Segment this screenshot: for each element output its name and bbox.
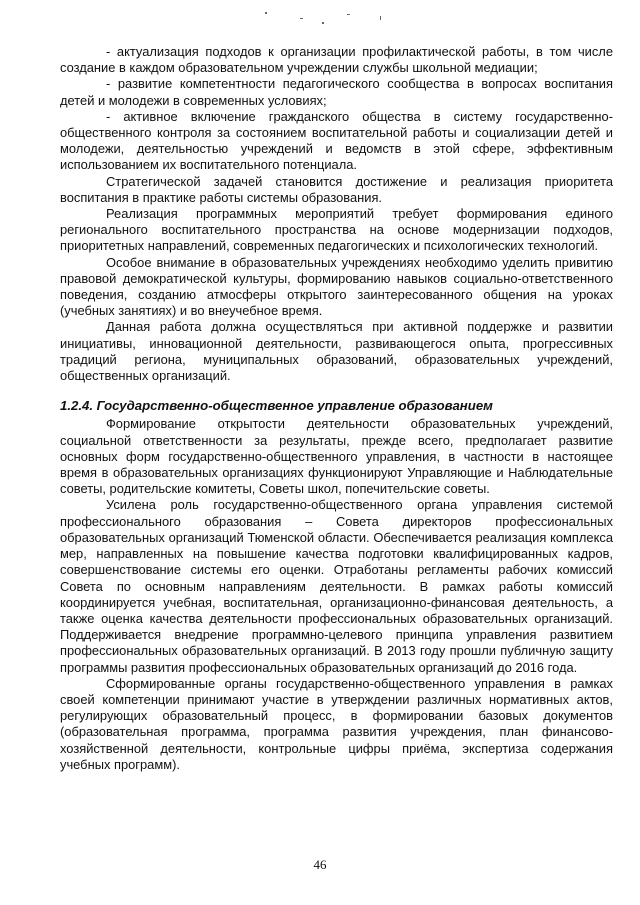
section-heading: 1.2.4. Государственно-общественное управление образованием — [60, 398, 493, 414]
scan-speck — [322, 22, 324, 24]
paragraph: - актуализация подходов к организации профилактической работы, в том числе создание в каждом образовательном учреждении службы школьной медиации; — [60, 44, 613, 76]
paragraph: Сформированные органы государственно-общественного управления в рамках своей компетенции принимают участие в утверждении различных нормативных актов, регулирующих образовательный процесс, в формировании базовых документов (образовательная программа, программа развития учреждения, план финансово-хозяйственной деятельности, контрольные цифры приёма, экспертиза содержания учебных программ). — [60, 675, 613, 772]
document-page — [60, 44, 613, 773]
page-number: 46 — [313, 857, 327, 872]
paragraph: - развитие компетентности педагогического сообщества в вопросах воспитания детей и молодежи в современных условиях; — [60, 76, 613, 108]
paragraph: Усилена роль государственно-общественного органа управления системой профессионального образования – Совета директоров профессиональных образовательных организаций Тюменской области. Обеспечивается реализация комплекса мер, направленных на повышение качества подготовки квалифицированных кадров, совершенствование системы его оценки. Отработаны регламенты рабочих комиссий Совета по основным направлениям деятельности. В рамках работы комиссий координируется учебная, воспитательная, организационно-финансовая деятельность, а также оценка качества деятельности профессиональных образовательных организаций. Поддерживается внедрение программно-целевого принципа управления развитием профессиональных образовательных организаций. В 2013 году прошли публичную защиту программы развития профессиональных образовательных организаций до 2016 года. — [60, 497, 613, 675]
scan-speck — [300, 18, 303, 19]
paragraph: - активное включение гражданского общества в систему государственно-общественного контроля за состоянием воспитательной работы и социализации детей и молодежи, деятельностью учреждений и ведомств в этой сфере, эффективным использованием их воспитательного потенциала. — [60, 108, 613, 173]
paragraph: Особое внимание в образовательных учреждениях необходимо уделить привитию правовой демократической культуры, формированию навыков социально-ответственного поведения, созданию атмосферы открытого заинтересованного общения на уроках (учебных занятиях) и во внеучебное время. — [60, 254, 613, 319]
paragraph: Стратегической задачей становится достижение и реализация приоритета воспитания в практике работы системы образования. — [60, 173, 613, 205]
paragraph: Реализация программных мероприятий требует формирования единого регионального воспитательного пространства на основе модернизации подходов, приоритетных направлений, современных педагогических и психологических технологий. — [60, 206, 613, 254]
scan-speck — [380, 16, 381, 20]
scan-speck — [265, 12, 267, 14]
paragraph: Формирование открытости деятельности образовательных учреждений, социальной ответственности за результаты, прежде всего, предполагает развитие основных форм государственно-общественного управления, в частности в настоящее время в образовательных организациях функционируют Управляющие и Наблюдательные советы, родительские комитеты, Советы школ, попечительские советы. — [60, 416, 613, 497]
scan-speck — [347, 14, 350, 15]
paragraph: Данная работа должна осуществляться при активной поддержке и развитии инициативы, инновационной деятельности, развивающегося опыта, прогрессивных традиций региона, муниципальных образований, образовательных учреждений, общественных организаций. — [60, 319, 613, 384]
